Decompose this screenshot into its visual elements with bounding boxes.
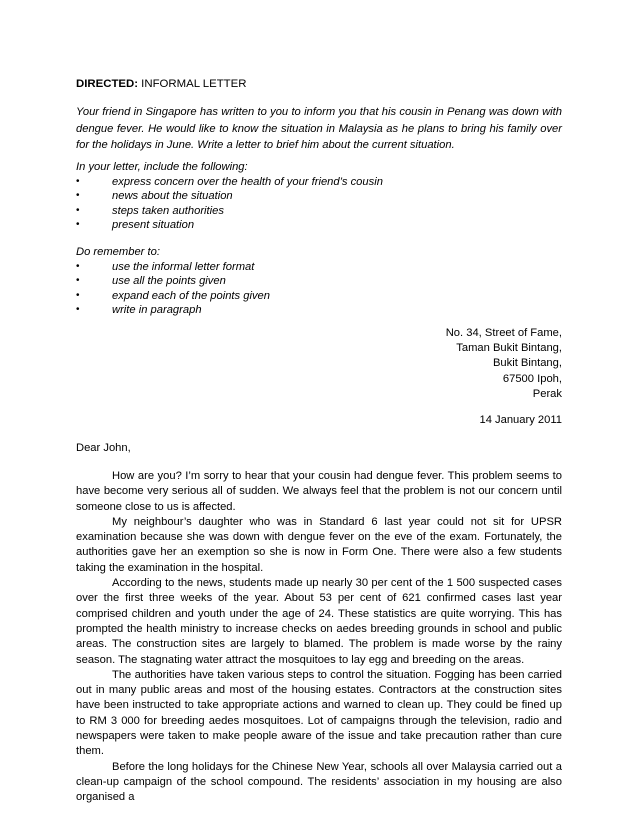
body-paragraph: My neighbour’s daughter who was in Standard 6 last year could not sit for UPSR examination because she was down with dengue fever on the eve of the exam. Fortunately, the authorities gave her an exemption so she is now in Form One. There were also a few students taking the examination in the hospital. [76, 515, 562, 574]
heading-text: INFORMAL LETTER [138, 78, 247, 90]
body-paragraph: The authorities have taken various steps to control the situation. Fogging has been carried out in many public areas and most of the housing estates. Contractors at the construction sites have been instructed to take appropriate actions and warned to clean up. They could be fined up to RM 3 000 for breeding aedes mosquitoes. Lot of campaigns through the television, radio and newspapers were taken to make people aware of the issue and take precaution rather than cure them. [76, 668, 562, 758]
list-item: • write in paragraph [76, 304, 202, 317]
heading-label: DIRECTED: [76, 78, 139, 90]
document-heading [76, 78, 246, 90]
letter-body [76, 469, 562, 806]
salutation: Dear John, [76, 442, 131, 454]
include-list [76, 175, 383, 233]
task-intro: Your friend in Singapore has written to you to inform you that his cousin in Penang was down with dengue fever. He would like to know the situation in Malaysia as he plans to bring his family over for the holidays in June. Write a letter to brief him about the current situation. [76, 106, 562, 151]
address-line: Perak [532, 387, 562, 400]
body-paragraph: How are you? I’m sorry to hear that your cousin had dengue fever. This problem seems to have become very serious all of sudden. We always feel that the problem is not our concern until someone close to us is affected. [76, 470, 562, 513]
bullet-icon: • [76, 304, 80, 316]
body-paragraph: Before the long holidays for the Chinese New Year, schools all over Malaysia carried out a clean-up campaign of the school compound. The residents’ association in my housing are also organised a [76, 760, 562, 804]
sender-address [446, 326, 562, 402]
address-line: 67500 Ipoh, [502, 372, 562, 385]
bullet-icon: • [76, 275, 80, 287]
bullet-icon: • [76, 176, 80, 187]
remember-title: Do remember to: [76, 246, 160, 258]
letter-date: 14 January 2011 [479, 414, 562, 426]
list-item: • use all the points given [76, 275, 226, 288]
address-line: No. 34, Street of Fame, [445, 327, 562, 339]
list-item: • express concern over the health of your friend’s cousin [76, 176, 383, 188]
list-item: • news about the situation [76, 190, 233, 203]
list-item: • expand each of the points given [76, 289, 270, 302]
bullet-icon: • [76, 190, 80, 202]
body-paragraph: According to the news, students made up nearly 30 per cent of the 1 500 suspected cases over the first three weeks of the year. About 53 per cent of 621 confirmed cases last year comprised children and youth under the age of 24. These statistics are quite worrying. This has prompted the health ministry to increase checks on aedes breeding grounds in school and public areas. The construction sites are largely to blamed. The problem is made worse by the rainy season. The stagnating water attract the mosquitoes to lay egg and breeding on the areas. [76, 577, 562, 666]
bullet-icon: • [76, 289, 80, 301]
bullet-icon: • [76, 219, 80, 231]
remember-list [76, 260, 270, 318]
list-item: • steps taken authorities [76, 204, 224, 217]
address-line: Bukit Bintang, [492, 357, 562, 370]
address-line: Taman Bukit Bintang, [456, 342, 562, 355]
list-item: • present situation [76, 219, 195, 232]
bullet-icon: • [76, 204, 80, 216]
list-item: • use the informal letter format [76, 261, 255, 273]
bullet-icon: • [76, 261, 80, 272]
include-title: In your letter, include the following: [76, 161, 248, 173]
